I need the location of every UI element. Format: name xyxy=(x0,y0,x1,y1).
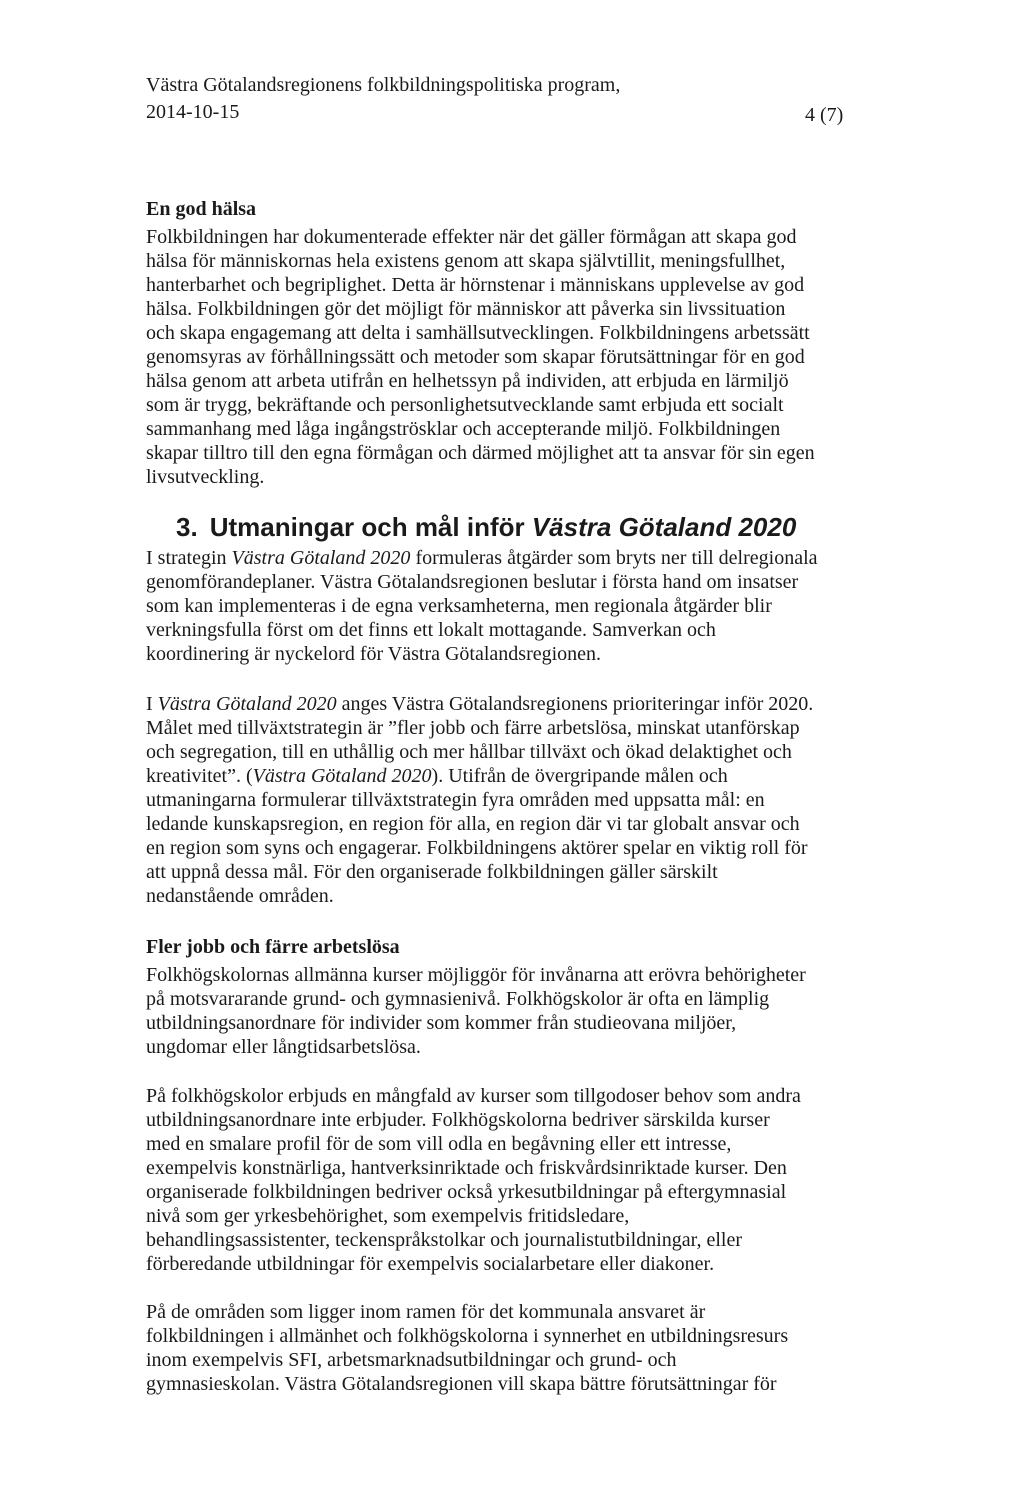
text-line: gymnasieskolan. Västra Götalandsregionen vill skapa bättre förutsättningar för xyxy=(146,1373,777,1395)
header-title: Västra Götalandsregionens folkbildningspolitiska program, xyxy=(146,74,621,96)
text-line: hälsa. Folkbildningen gör det möjligt för människor att påverka sin livssituation xyxy=(146,298,786,320)
text-line xyxy=(146,764,846,788)
heading-god-halsa: En god hälsa xyxy=(146,198,257,220)
page-number: 4 (7) xyxy=(805,104,844,126)
paragraph-prioriteringar xyxy=(146,692,846,908)
text-line: en region som syns och engagerar. Folkbildningens aktörer spelar en viktig roll för xyxy=(146,837,808,859)
text-line xyxy=(146,692,846,716)
text-line: som kan implementeras i de egna verksamheterna, men regionala åtgärder blir xyxy=(146,595,772,617)
text-line: genomförandeplaner. Västra Götalandsregionen beslutar i första hand om insatser xyxy=(146,571,799,593)
text-line xyxy=(146,546,846,570)
text-line: ungdomar eller långtidsarbetslösa. xyxy=(146,1036,421,1058)
section-number: 3. xyxy=(176,512,198,542)
text-line: hälsa för människornas hela existens genom att skapa självtillit, meningsfullhet, xyxy=(146,250,786,272)
heading-fler-jobb: Fler jobb och färre arbetslösa xyxy=(146,936,400,958)
text-line: Målet med tillväxtstrategin är ”fler jobb och färre arbetslösa, minskat utanförskap xyxy=(146,717,800,739)
text-italic: Västra Götaland 2020 xyxy=(157,693,337,715)
text-run: anges Västra Götalandsregionens prioriteringar inför 2020. xyxy=(336,693,814,715)
text-line: koordinering är nyckelord för Västra Götalandsregionen. xyxy=(146,643,602,665)
text-line: På de områden som ligger inom ramen för det kommunala ansvaret är xyxy=(146,1301,706,1323)
text-run: formuleras åtgärder som bryts ner till delregionala xyxy=(410,547,818,569)
text-line: skapar tilltro till den egna förmågan och därmed möjlighet att ta ansvar för sin egen xyxy=(146,442,815,464)
text-line: utbildningsanordnare för individer som kommer från studieovana miljöer, xyxy=(146,1012,737,1034)
header-date: 2014-10-15 xyxy=(146,101,240,123)
text-run: I strategin xyxy=(146,547,232,569)
text-line: livsutveckling. xyxy=(146,466,265,488)
text-line: som är trygg, bekräftande och personlighetsutvecklande samt erbjuda ett socialt xyxy=(146,394,784,416)
text-line: verkningsfulla först om det finns ett lokalt mottagande. Samverkan och xyxy=(146,619,716,641)
text-line: organiserade folkbildningen bedriver också yrkesutbildningar på eftergymnasial xyxy=(146,1181,787,1203)
text-line: Folkhögskolornas allmänna kurser möjliggör för invånarna att erövra behörigheter xyxy=(146,964,806,986)
text-line: utbildningsanordnare inte erbjuder. Folkhögskolorna bedriver särskilda kurser xyxy=(146,1109,770,1131)
text-italic: Västra Götaland 2020 xyxy=(252,765,432,787)
paragraph-god-halsa xyxy=(146,225,846,489)
text-line: nivå som ger yrkesbehörighet, som exempelvis fritidsledare, xyxy=(146,1205,630,1227)
section-title-italic: Västra Götaland 2020 xyxy=(531,512,797,542)
text-line: ledande kunskapsregion, en region för alla, en region där vi tar globalt ansvar och xyxy=(146,813,800,835)
text-run: I xyxy=(146,693,158,715)
text-line: folkbildningen i allmänhet och folkhögskolorna i synnerhet en utbildningsresurs xyxy=(146,1325,789,1347)
text-line: På folkhögskolor erbjuds en mångfald av kurser som tillgodoser behov som andra xyxy=(146,1085,801,1107)
text-line: Folkbildningen har dokumenterade effekter när det gäller förmågan att skapa god xyxy=(146,226,797,248)
text-line: med en smalare profil för de som vill odla en begåvning eller ett intresse, xyxy=(146,1133,732,1155)
text-line: på motsvararande grund- och gymnasienivå. Folkhögskolor är ofta en lämplig xyxy=(146,988,770,1010)
section-3-heading xyxy=(176,512,796,543)
text-line: behandlingsassistenter, teckenspråkstolkar och journalistutbildningar, eller xyxy=(146,1229,743,1251)
paragraph-allmanna-kurser xyxy=(146,963,846,1059)
text-run: ). Utifrån de övergripande målen och xyxy=(431,765,728,787)
paragraph-kommunala-ansvaret xyxy=(146,1300,846,1396)
text-line: nedanstående områden. xyxy=(146,885,334,907)
paragraph-mangfald-kurser xyxy=(146,1084,846,1276)
text-line: och skapa engagemang att delta i samhällsutvecklingen. Folkbildningens arbetssätt xyxy=(146,322,810,344)
text-line: att uppnå dessa mål. För den organiserade folkbildningen gäller särskilt xyxy=(146,861,718,883)
text-line: förberedande utbildningar för exempelvis socialarbetare eller diakoner. xyxy=(146,1253,715,1275)
text-line: inom exempelvis SFI, arbetsmarknadsutbildningar och grund- och xyxy=(146,1349,677,1371)
text-line: sammanhang med låga ingångströsklar och accepterande miljö. Folkbildningen xyxy=(146,418,781,440)
paragraph-strategi xyxy=(146,546,846,666)
text-line: hanterbarhet och begriplighet. Detta är hörnstenar i människans upplevelse av god xyxy=(146,274,805,296)
section-title: Utmaningar och mål inför xyxy=(209,512,532,542)
text-run: kreativitet”. ( xyxy=(146,765,253,787)
text-line: utmaningarna formulerar tillväxtstrategin fyra områden med uppsatta mål: en xyxy=(146,789,765,811)
text-line: och segregation, till en uthållig och mer hållbar tillväxt och ökad delaktighet och xyxy=(146,741,792,763)
text-line: genomsyras av förhållningssätt och metoder som skapar förutsättningar för en god xyxy=(146,346,805,368)
text-line: hälsa genom att arbeta utifrån en helhetssyn på individen, att erbjuda en lärmiljö xyxy=(146,370,789,392)
text-line: exempelvis konstnärliga, hantverksinriktade och friskvårdsinriktade kurser. Den xyxy=(146,1157,787,1179)
text-italic: Västra Götaland 2020 xyxy=(231,547,411,569)
